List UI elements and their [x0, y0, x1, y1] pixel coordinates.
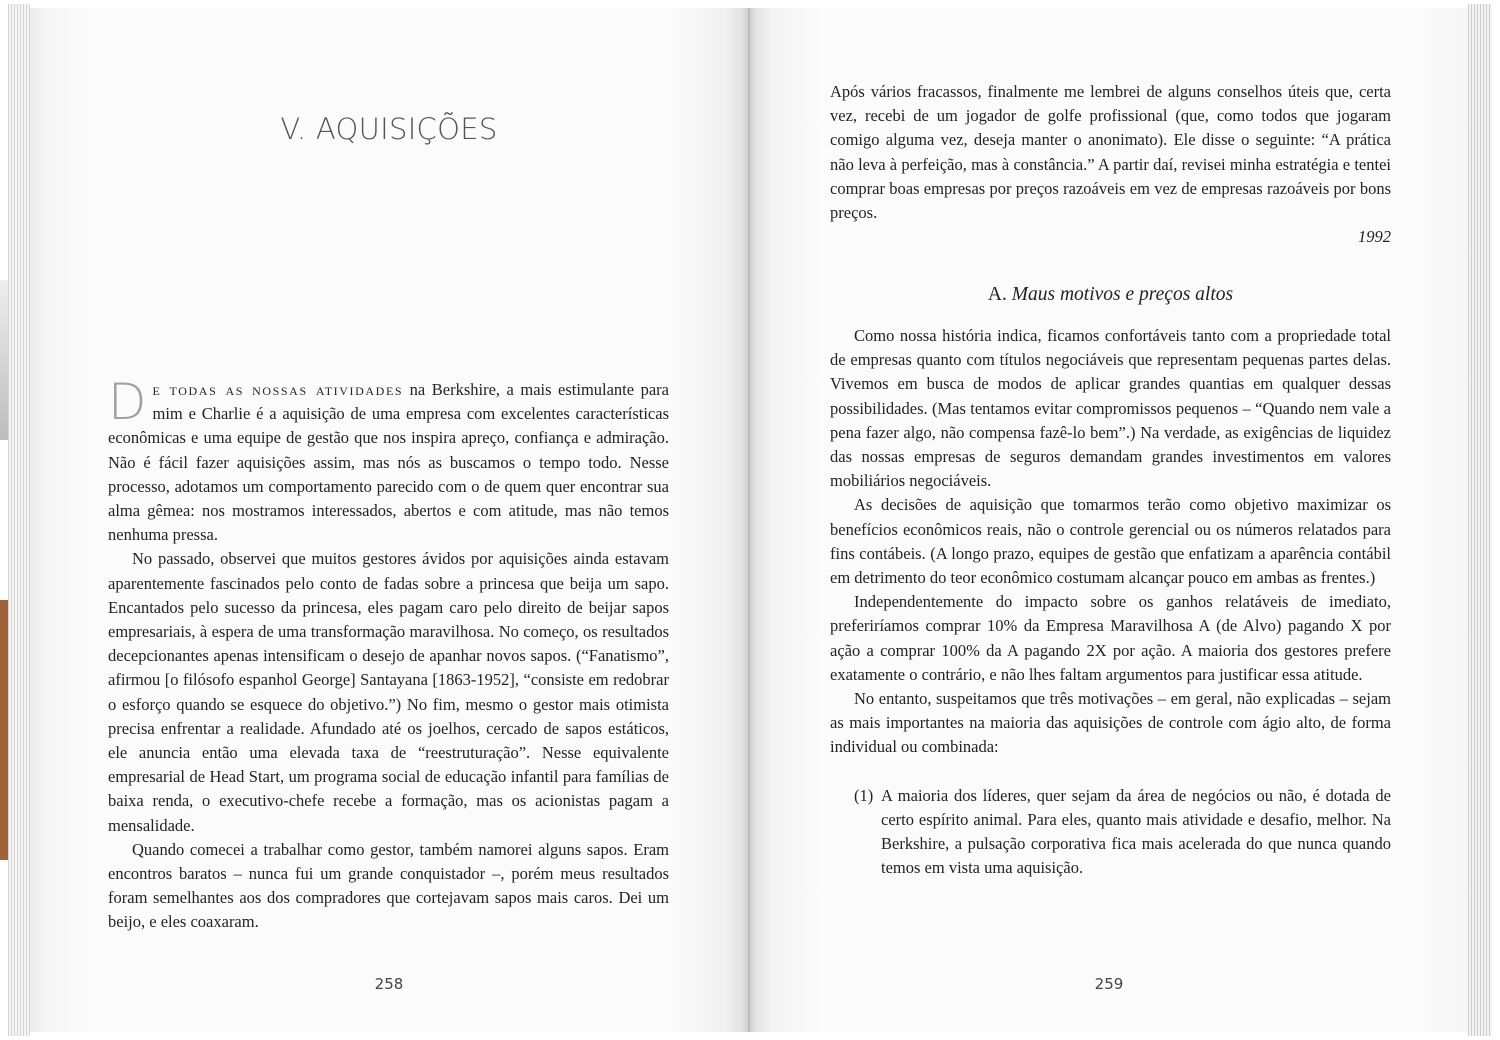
section-title: Maus motivos e preços altos [1011, 284, 1234, 305]
left-page-body [108, 373, 669, 935]
year-label: 1992 [1358, 227, 1391, 247]
left-page [30, 8, 748, 1032]
list-spacer [830, 760, 1391, 784]
right-page-stack-edge [1468, 4, 1492, 1036]
list-marker: (1) [854, 785, 874, 805]
body-paragraph: As decisões de aquisição que tomarmos terão como objetivo maximizar os benefícios econômicos reais, não o controle gerencial ou os números relatados para fins contábeis. (A longo prazo, equipes de gestão que enfatizam a aparência contábil em detrimento do teor econômico costumam alcançar pouco em ambas as frentes.) [830, 495, 1391, 588]
body-paragraph: Independentemente do impacto sobre os ganhos relatáveis de imediato, preferiríamos comprar 10% da Empresa Maravilhosa A (de Alvo) pagando X por ação a comprar 100% da A pagando 2X por ação. A maioria dos gestores prefere exatamente o contrário, e não lhes faltam argumentos para justificar essa atitude. [830, 592, 1391, 684]
body-paragraph: No passado, observei que muitos gestores ávidos por aquisições ainda estavam aparentemente fascinados pelo conto de fadas sobre a princesa que beija um sapo. Encantados pelo sucesso da princesa, eles pagam caro pelo direito de beijar sapos empresariais, à espera de uma transformação maravilhosa. No começo, os resultados decepcionantes apenas intensificam o desejo de apanhar novos sapos. (“Fanatismo”, afirmou [o filósofo espanhol George] Santayana [1863-1952], “consiste em redobrar o esforço quando se esquece do objetivo.”) No fim, mesmo o gestor mais otimista precisa enfrentar a realidade. Afundado até os joelhos, cercado de sapos estáticos, ele anuncia então uma elevada taxa de “reestruturação”. Nesse equivalente empresarial de Head Start, um programa social de educação infantil para famílias de baixa renda, o executivo-chefe recebe a formação, mas os acionistas pagam a mensalidade. [108, 549, 669, 835]
right-page [750, 8, 1468, 1032]
left-page-stack-edge [8, 4, 30, 1036]
section-heading [830, 284, 1391, 306]
background-photo-strip [0, 280, 8, 440]
body-paragraph: Quando comecei a trabalhar como gestor, também namorei alguns sapos. Eram encontros baratos – nunca fui um grande conquistador –, porém meus resultados foram semelhantes aos dos compradores que cortejavam sapos mais caros. Dei um beijo, e eles coaxaram. [108, 839, 669, 932]
section-label: A. [987, 284, 1007, 305]
drop-cap: D [108, 373, 147, 431]
right-page-intro [830, 80, 1391, 249]
page-number: 258 [374, 975, 404, 993]
list-item-text: A maioria dos líderes, quer sejam da área de negócios ou não, é dotada de certo espírito animal. Para eles, quanto mais atividade e desafio, melhor. Na Berkshire, a pulsação corporativa fica mais acelerada do que nunca quando temos em vista uma aquisição. [881, 785, 1391, 878]
right-page-body [830, 324, 1391, 880]
chapter-title: V. AQUISIÇÕES [280, 112, 498, 146]
opening-paragraph-text: na Berkshire, a mais estimulante para mim e Charlie é a aquisição de uma empresa com excelentes características econômicas e uma equipe de gestão que nos inspira apreço, confiança e admiração. Não é fácil fazer aquisições assim, mas nós as buscamos o tempo todo. Nesse processo, adotamos um comportamento parecido com o de quem quer encontrar sua alma gêmea: nos mostramos interessados, abertos e com atitude, mas não temos nenhuma pressa. [108, 380, 669, 545]
page-number: 259 [1094, 975, 1124, 993]
opening-paragraph [108, 373, 669, 547]
body-paragraph: No entanto, suspeitamos que três motivações – em geral, não explicadas – sejam as mais importantes na maioria das aquisições de controle com ágio alto, de forma individual ou combinada: [830, 689, 1391, 757]
lead-in-smallcaps: e todas as nossas atividades [152, 380, 404, 399]
body-paragraph: Como nossa história indica, ficamos confortáveis tanto com a propriedade total de empresas quanto com títulos negociáveis que representam pequenas partes delas. Vivemos em busca de modos de aplicar grandes quantias em qualquer dessas possibilidades. (Mas tentamos evitar compromissos pequenos – “Quando nem vale a pena fazer algo, não compensa fazê-lo bem”.) Na verdade, as exigências de liquidez das nossas empresas de seguros demandam grandes investimentos em valores mobiliários negociáveis. [830, 326, 1391, 491]
background-wood-strip [0, 600, 8, 860]
body-paragraph: Após vários fracassos, finalmente me lembrei de alguns conselhos úteis que, certa vez, recebi de um jogador de golfe profissional (que, como todos que jogaram comigo alguma vez, deseja manter o anonimato). Ele disse o seguinte: “A prática não leva à perfeição, mas à constância.” A partir daí, revisei minha estratégia e tentei comprar boas empresas por preços razoáveis em vez de empresas razoáveis por bons preços. [830, 82, 1391, 223]
list-item [830, 784, 1391, 881]
